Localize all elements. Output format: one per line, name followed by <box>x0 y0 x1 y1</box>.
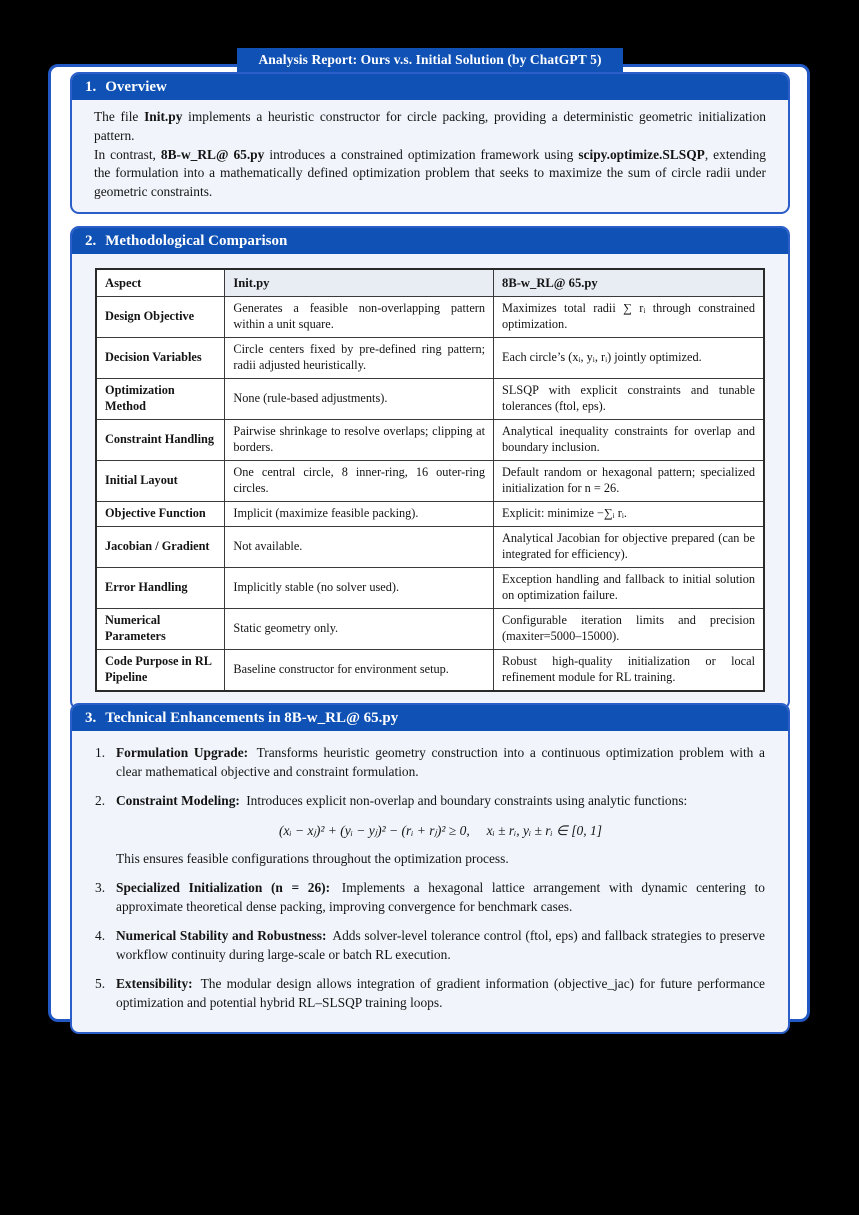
report-title-banner <box>237 48 623 72</box>
overview-paragraph-1 <box>94 108 766 146</box>
aspect-cell: Decision Variables <box>96 338 225 379</box>
init-py-cell: Circle centers fixed by pre-defined ring pattern; radii adjusted heuristically. <box>225 338 494 379</box>
rl-py-cell: Maximizes total radii ∑ rᵢ through constrained optimization. <box>494 297 764 338</box>
aspect-cell: Objective Function <box>96 502 225 527</box>
section-enhancements <box>70 703 790 1034</box>
aspect-cell: Constraint Handling <box>96 420 225 461</box>
section-title: Overview <box>105 78 167 95</box>
aspect-cell: Initial Layout <box>96 461 225 502</box>
list-item <box>95 878 765 916</box>
rl-py-cell: Each circle’s (xᵢ, yᵢ, rᵢ) jointly optimized. <box>494 338 764 379</box>
table-row <box>96 527 764 568</box>
aspect-cell: Code Purpose in RL Pipeline <box>96 650 225 691</box>
item-text: Introduces explicit non-overlap and boundary constraints using analytic functions: <box>242 793 688 809</box>
item-number: 1. <box>95 745 106 760</box>
init-py-cell: Generates a feasible non-overlapping pattern within a unit square. <box>225 297 494 338</box>
rl-py-cell: Explicit: minimize −∑ᵢ rᵢ. <box>494 502 764 527</box>
aspect-cell: Jacobian / Gradient <box>96 527 225 568</box>
list-item <box>95 974 765 1012</box>
table-row <box>96 568 764 609</box>
table-row <box>96 420 764 461</box>
text-segment: Init.py <box>144 109 183 124</box>
table-row <box>96 297 764 338</box>
comparison-table <box>95 268 765 692</box>
text-segment: 8B-w_RL@ 65.py <box>160 146 265 162</box>
section-title: Technical Enhancements in 8B-w_RL@ 65.py <box>105 709 399 726</box>
list-item <box>95 791 765 868</box>
report-title: Analysis Report: Ours v.s. Initial Solution (by ChatGPT 5) <box>258 52 602 67</box>
item-number: 4. <box>95 928 106 944</box>
item-label: Formulation Upgrade: <box>116 745 249 760</box>
section-comparison-header <box>72 228 788 254</box>
equation-note: This ensures feasible configurations throughout the optimization process. <box>116 851 509 867</box>
text-segment: scipy.optimize.SLSQP <box>578 146 705 162</box>
table-row <box>96 609 764 650</box>
section-overview-header <box>72 74 788 100</box>
table-row <box>96 502 764 527</box>
item-label: Constraint Modeling: <box>116 793 240 809</box>
item-text: The modular design allows integration of gradient information (objective_jac) for future performance optimization and potential hybrid RL–SLSQP training loops. <box>116 976 765 1011</box>
rl-py-cell: Robust high-quality initialization or local refinement module for RL training. <box>494 650 764 691</box>
init-py-cell: Not available. <box>225 527 494 568</box>
comparison-body <box>72 254 788 708</box>
rl-py-cell: Exception handling and fallback to initial solution on optimization failure. <box>494 568 764 609</box>
section-number: 3. <box>85 709 97 726</box>
init-py-cell: Implicitly stable (no solver used). <box>225 568 494 609</box>
rl-py-cell: Configurable iteration limits and precision (maxiter=5000–15000). <box>494 609 764 650</box>
item-label: Numerical Stability and Robustness: <box>116 928 327 944</box>
column-header-aspect: Aspect <box>96 269 225 297</box>
rl-py-cell: Default random or hexagonal pattern; specialized initialization for n = 26. <box>494 461 764 502</box>
rl-py-cell: Analytical Jacobian for objective prepared (can be integrated for efficiency). <box>494 527 764 568</box>
table-row <box>96 461 764 502</box>
text-segment: introduces a constrained optimization framework using <box>264 146 579 162</box>
init-py-cell: Implicit (maximize feasible packing). <box>225 502 494 527</box>
table-row <box>96 379 764 420</box>
rl-py-cell: SLSQP with explicit constraints and tunable tolerances (ftol, eps). <box>494 379 764 420</box>
init-py-cell: Pairwise shrinkage to resolve overlaps; clipping at borders. <box>225 420 494 461</box>
list-item <box>95 743 765 781</box>
init-py-cell: Baseline constructor for environment setup. <box>225 650 494 691</box>
item-text: Adds solver-level tolerance control (ftol, eps) and fallback strategies to preserve workflow continuity during large-scale or batch RL execution. <box>116 928 765 963</box>
init-py-cell: Static geometry only. <box>225 609 494 650</box>
section-number: 1. <box>85 78 97 95</box>
list-item <box>95 926 765 964</box>
section-title: Methodological Comparison <box>105 232 288 249</box>
init-py-cell: One central circle, 8 inner-ring, 16 outer-ring circles. <box>225 461 494 502</box>
item-label: Specialized Initialization (n = 26): <box>116 880 331 896</box>
enhancements-list <box>95 743 765 1012</box>
text-segment: , extending the formulation into a mathematically defined optimization problem that seeks to maximize the sum of circle radii under geometric constraints. <box>94 146 766 200</box>
table-row <box>96 338 764 379</box>
enhancements-body <box>72 731 788 1032</box>
item-text: Implements a hexagonal lattice arrangement with dynamic centering to approximate theoretical dense packing, improving convergence for benchmark cases. <box>116 880 765 915</box>
item-number: 5. <box>95 976 106 992</box>
overview-paragraph-2 <box>94 146 766 202</box>
section-overview <box>70 72 790 214</box>
table-header-row <box>96 269 764 297</box>
item-label: Extensibility: <box>116 976 193 992</box>
column-header-rl: 8B-w_RL@ 65.py <box>494 269 764 297</box>
aspect-cell: Optimization Method <box>96 379 225 420</box>
aspect-cell: Numerical Parameters <box>96 609 225 650</box>
rl-py-cell: Analytical inequality constraints for overlap and boundary inclusion. <box>494 420 764 461</box>
section-number: 2. <box>85 232 97 249</box>
text-segment: implements a heuristic constructor for circle packing, providing a deterministic geometric initialization pattern. <box>94 109 766 143</box>
item-number: 2. <box>95 793 106 809</box>
text-segment: The file <box>94 109 145 124</box>
overview-body <box>72 100 788 212</box>
constraint-equation: (xᵢ − xⱼ)² + (yᵢ − yⱼ)² − (rᵢ + rⱼ)² ≥ 0, xᵢ ± rᵢ, yᵢ ± rᵢ ∈ [0, 1] <box>279 823 602 839</box>
init-py-cell: None (rule-based adjustments). <box>225 379 494 420</box>
section-enhancements-header <box>72 705 788 731</box>
aspect-cell: Design Objective <box>96 297 225 338</box>
text-segment: In contrast, <box>94 146 161 162</box>
report-page <box>48 64 810 1022</box>
column-header-init: Init.py <box>225 269 494 297</box>
section-comparison <box>70 226 790 710</box>
table-row <box>96 650 764 691</box>
aspect-cell: Error Handling <box>96 568 225 609</box>
item-number: 3. <box>95 880 106 896</box>
item-text: Transforms heuristic geometry construction into a continuous optimization problem with a clear mathematical objective and constraint formulation. <box>116 745 765 780</box>
